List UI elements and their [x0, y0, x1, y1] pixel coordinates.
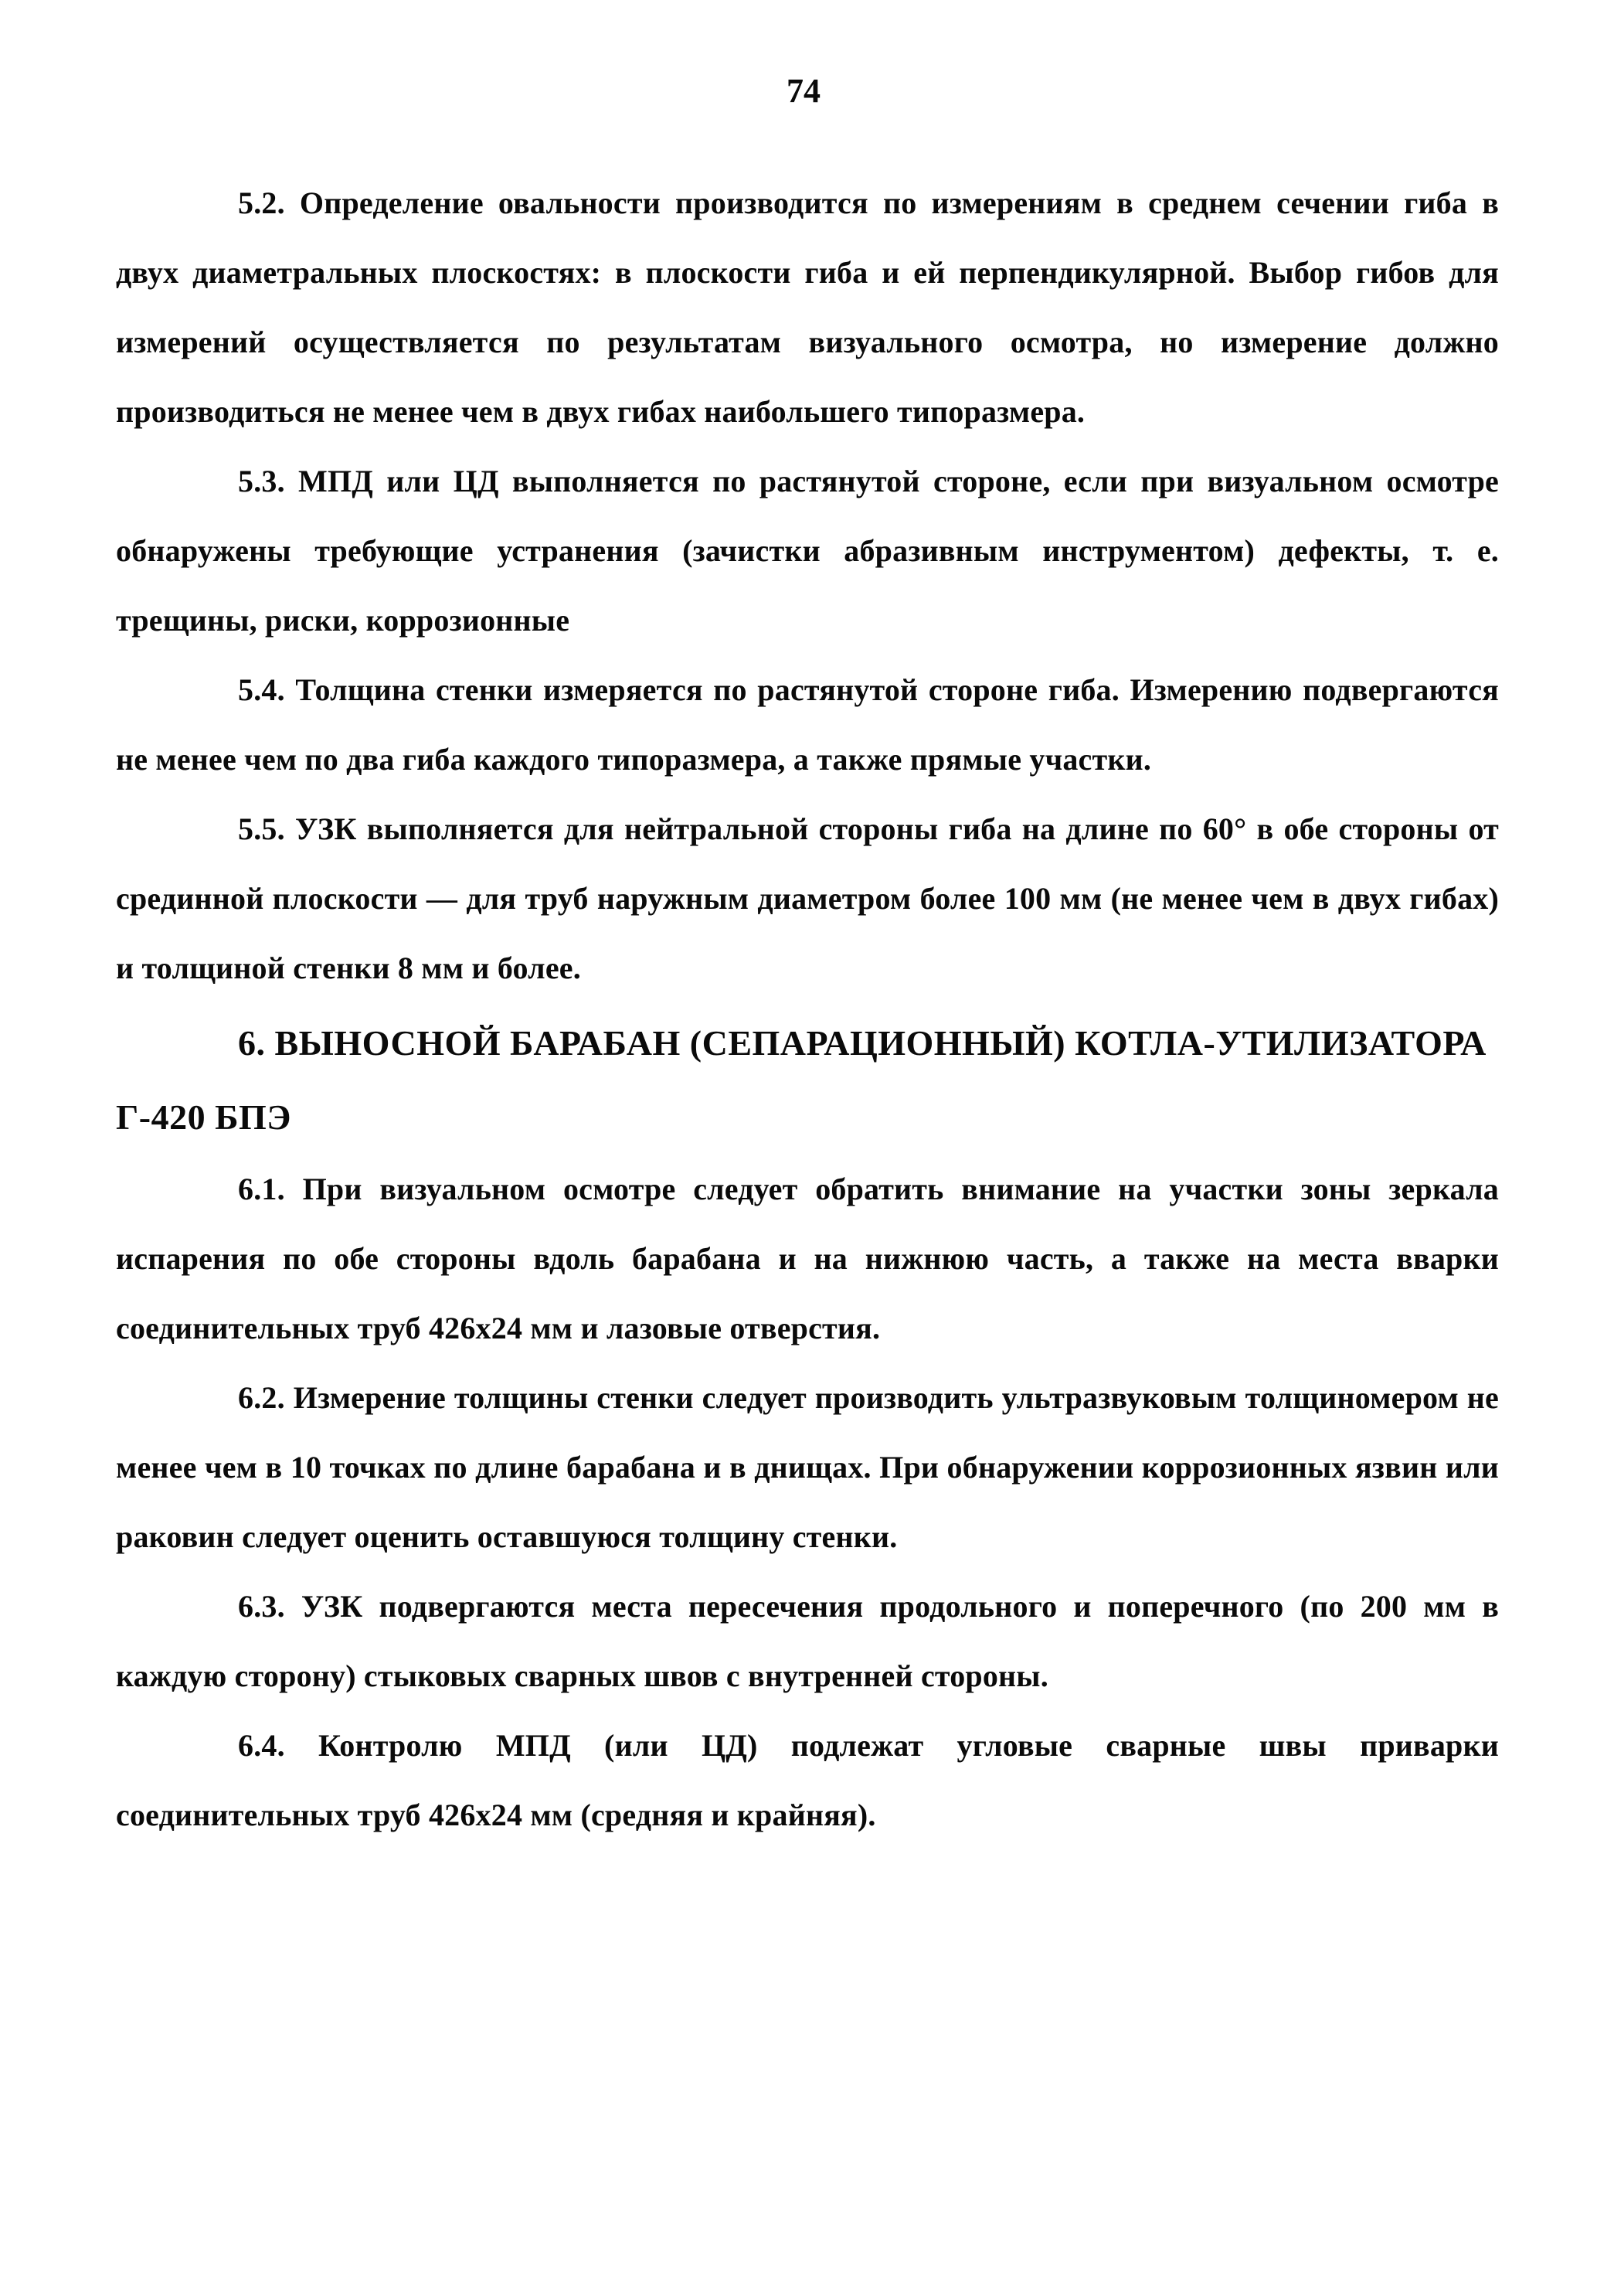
paragraph-6-2: 6.2. Измерение толщины стенки следует производить ультразвуковым толщиномером не менее чем в 10 точках по длине барабана и в днищах. При обнаружении коррозионных язвин или раковин следует оценить оставшуюся толщину стенки. [116, 1380, 1499, 1554]
section-heading: 6. ВЫНОСНОЙ БАРАБАН (СЕПАРАЦИОННЫЙ) КОТЛА-УТИЛИЗАТОРА Г-420 БПЭ [116, 1023, 1487, 1137]
paragraph-5-2: 5.2. Определение овальности производится по измерениям в среднем сечении гиба в двух диаметральных плоскостях: в плоскости гиба и ей перпендикулярной. Выбор гибов для измерений осуществляется по результатам визуального осмотра, но измерение должно производиться не менее чем в двух гибах наибольшего типоразмера. [116, 185, 1499, 429]
paragraph-6-1: 6.1. При визуальном осмотре следует обратить внимание на участки зоны зеркала испарения по обе стороны вдоль барабана и на нижнюю часть, а также на места вварки соединительных труб 426х24 мм и лазовые отверстия. [116, 1172, 1499, 1345]
paragraph-6-4: 6.4. Контролю МПД (или ЦД) подлежат угловые сварные швы приварки соединительных труб 426х24 мм (средняя и крайняя). [116, 1728, 1499, 1832]
document-body [116, 168, 1499, 1850]
page-number: 74 [787, 72, 821, 110]
paragraph-6-3: 6.3. УЗК подвергаются места пересечения продольного и поперечного (по 200 мм в каждую сторону) стыковых сварных швов с внутренней стороны. [116, 1589, 1499, 1693]
paragraph-5-5: 5.5. УЗК выполняется для нейтральной стороны гиба на длине по 60° в обе стороны от срединной плоскости — для труб наружным диаметром более 100 мм (не менее чем в двух гибах) и толщиной стенки 8 мм и более. [116, 811, 1499, 985]
paragraph-5-4: 5.4. Толщина стенки измеряется по растянутой стороне гиба. Измерению подвергаются не менее чем по два гиба каждого типоразмера, а также прямые участки. [116, 672, 1499, 777]
paragraph-5-3: 5.3. МПД или ЦД выполняется по растянутой стороне, если при визуальном осмотре обнаружены требующие устранения (зачистки абразивным инструментом) дефекты, т. е. трещины, риски, коррозионные [116, 464, 1499, 638]
